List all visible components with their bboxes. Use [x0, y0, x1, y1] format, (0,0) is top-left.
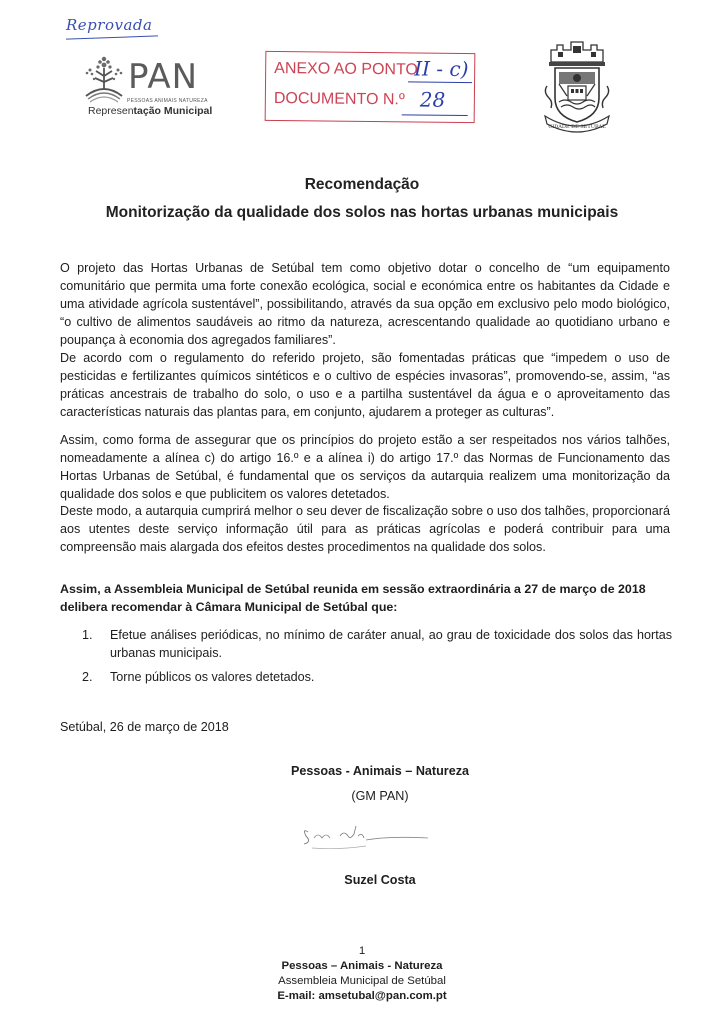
stamp-underline: [402, 114, 468, 116]
document-title: Recomendação: [304, 176, 420, 193]
stamp-annex-value: II - c): [414, 56, 469, 82]
pan-subtitle-regular: Represen: [88, 105, 134, 117]
recommendation-item: [82, 668, 672, 686]
handwritten-signature: [288, 818, 438, 858]
paragraph-benefits: Deste modo, a autarquia cumprirá melhor o seu dever de fiscalização sobre o uso dos talhões, proporcionará aos utentes deste serviço informação útil para as práticas agrícolas e poderá contribuir para uma compreensão mais alargada dos efeitos destes procedimentos na qualidade dos solos.: [60, 504, 670, 554]
paragraph-monitoring: Assim, como forma de assegurar que os princípios do projeto estão a ser respeitados nos vários talhões, nomeadamente a alínea c) do artigo 16.º e a alínea i) do artigo 17.º das Normas de Funcionamento das Hortas Urbanas de Setúbal, é fundamental que os serviços da autarquia realizem uma monitorização da qualidade dos solos e que publicitem os valores detetados.: [60, 433, 670, 501]
annex-stamp: [265, 51, 476, 123]
pan-logo: [78, 54, 213, 120]
handwritten-rejection-note: Reprovada: [66, 16, 153, 34]
stamp-annex-label: ANEXO AO PONTO: [274, 59, 419, 79]
recommendations-list: [82, 626, 672, 692]
paragraph-intro: O projeto das Hortas Urbanas de Setúbal tem como objetivo dotar o concelho de “um equipamento comunitário que permita uma forte conexão ecológica, social e económica entre os habitantes da Cidade e uma atividade agrícola sustentável”, possibilitando, através da sua opção em exclusivo pelo modo biológico, “o cultivo de alimentos saudáveis ao ritmo da natureza, acrescentando qualidade ao quotidiano urbano e poupança à economia dos agregados familiares”.: [60, 261, 670, 347]
pan-tagline: PESSOAS ANIMAIS NATUREZA: [127, 98, 208, 104]
recommendation-text: Torne públicos os valores detetados.: [110, 670, 315, 684]
stamp-underline: [408, 81, 472, 83]
page-number: 1: [358, 945, 366, 957]
pan-subtitle-bold: tação Municipal: [133, 105, 213, 117]
signatory-organization: Pessoas - Animais – Natureza: [290, 764, 470, 778]
paragraph-regulation: De acordo com o regulamento do referido projeto, são fomentadas práticas que “impedem o uso de pesticidas e fertilizantes químicos sintéticos e o cultivo de espécies invasoras”, promovendo-se, assim, “as práticas ancestrais de trabalho do solo, o uso e a partilha sustentável da água e o aproveitamento das características naturais das plantas para, em conjunto, ajudarem a proteger as culturas”.: [60, 351, 670, 419]
document-date: Setúbal, 26 de março de 2018: [60, 720, 229, 734]
recommendation-item: [82, 626, 672, 662]
document-subtitle: Monitorização da qualidade dos solos nas hortas urbanas municipais: [105, 204, 619, 221]
stamp-document-value: 28: [419, 87, 446, 112]
signatory-name: Suzel Costa: [344, 873, 416, 887]
resolution-statement: Assim, a Assembleia Municipal de Setúbal reunida em sessão extraordinária a 27 de março de 2018 delibera recomendar à Câmara Municipal de Setúbal que:: [60, 582, 646, 614]
stamp-document-label: DOCUMENTO N.º: [273, 89, 405, 109]
page-footer: [0, 944, 724, 1004]
recommendation-text: Efetue análises periódicas, no mínimo de caráter anual, ao grau de toxicidade dos solos das hortas urbanas municipais.: [110, 628, 672, 660]
coat-of-arms-motto: CIDADE DE SETUBAL: [548, 124, 606, 130]
tree-icon: [82, 54, 126, 104]
pan-wordmark: PAN: [128, 57, 199, 97]
pan-subtitle: [88, 105, 212, 117]
recommendation-number: 1.: [82, 628, 93, 642]
footer-assembly: Assembleia Municipal de Setúbal: [278, 975, 446, 987]
footer-email: E-mail: amsetubal@pan.com.pt: [277, 990, 447, 1002]
recommendation-number: 2.: [82, 670, 93, 684]
signatory-group: (GM PAN): [351, 789, 409, 803]
footer-organization: Pessoas – Animais - Natureza: [281, 960, 443, 972]
setubal-coat-of-arms-icon: [535, 36, 619, 136]
